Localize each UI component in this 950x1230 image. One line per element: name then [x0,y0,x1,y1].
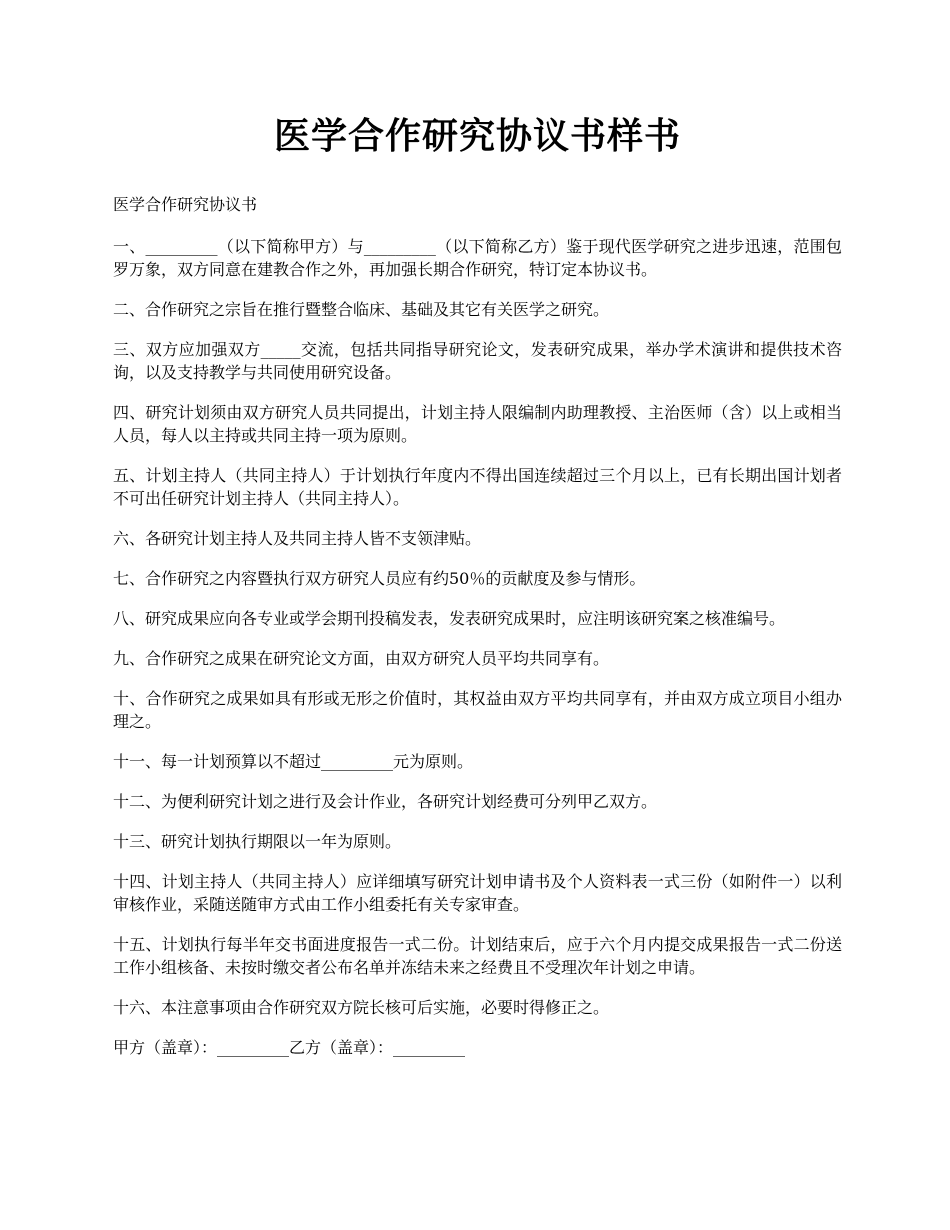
clause-4: 四、研究计划须由双方研究人员共同提出，计划主持人限编制内助理教授、主治医师（含）以上或相当人员，每人以主持或共同主持一项为原则。 [113,403,842,445]
clause-5: 五、计划主持人（共同主持人）于计划执行年度内不得出国连续超过三个月以上，已有长期出国计划者不可出任研究计划主持人（共同主持人）。 [113,466,842,508]
clause-15: 十五、计划执行每半年交书面进度报告一式二份。计划结束后，应于六个月内提交成果报告一式二份送工作小组核备、未按时缴交者公布名单并冻结未来之经费且不受理次年计划之申请。 [113,935,842,977]
clause-10: 十、合作研究之成果如具有形或无形之价值时，其权益由双方平均共同享有，并由双方成立项目小组办理之。 [113,689,842,731]
clause-9: 九、合作研究之成果在研究论文方面，由双方研究人员平均共同享有。 [113,649,610,668]
clause-13: 十三、研究计划执行期限以一年为原则。 [113,832,402,851]
clause-1: 一、_________（以下简称甲方）与_________（以下简称乙方）鉴于现代医学研究之进步迅速，范围包罗万象，双方同意在建教合作之外，再加强长期合作研究，特订定本协议书。 [113,237,842,279]
document-title: 医学合作研究协议书样书 [273,115,681,157]
clause-8: 八、研究成果应向各专业或学会期刊投稿发表，发表研究成果时，应注明该研究案之核准编号。 [113,609,786,628]
clause-14: 十四、计划主持人（共同主持人）应详细填写研究计划申请书及个人资料表一式三份（如附件一）以利审核作业，采随送随审方式由工作小组委托有关专家审查。 [113,872,842,914]
clause-7: 七、合作研究之内容暨执行双方研究人员应有约50％的贡献度及参与情形。 [113,569,646,588]
clause-16: 十六、本注意事项由合作研究双方院长核可后实施，必要时得修正之。 [113,998,610,1017]
clause-2: 二、合作研究之宗旨在推行暨整合临床、基础及其它有关医学之研究。 [113,300,610,319]
clause-12: 十二、为便利研究计划之进行及会计作业，各研究计划经费可分列甲乙双方。 [113,792,658,811]
document-subtitle: 医学合作研究协议书 [113,195,258,214]
clause-6: 六、各研究计划主持人及共同主持人皆不支领津贴。 [113,529,482,548]
clause-11: 十一、每一计划预算以不超过_________元为原则。 [113,752,474,771]
signature-line: 甲方（盖章）：_________乙方（盖章）：_________ [113,1038,466,1057]
clause-3: 三、双方应加强双方_____交流，包括共同指导研究论文，发表研究成果，举办学术演讲和提供技术咨询，以及支持教学与共同使用研究设备。 [113,340,842,382]
